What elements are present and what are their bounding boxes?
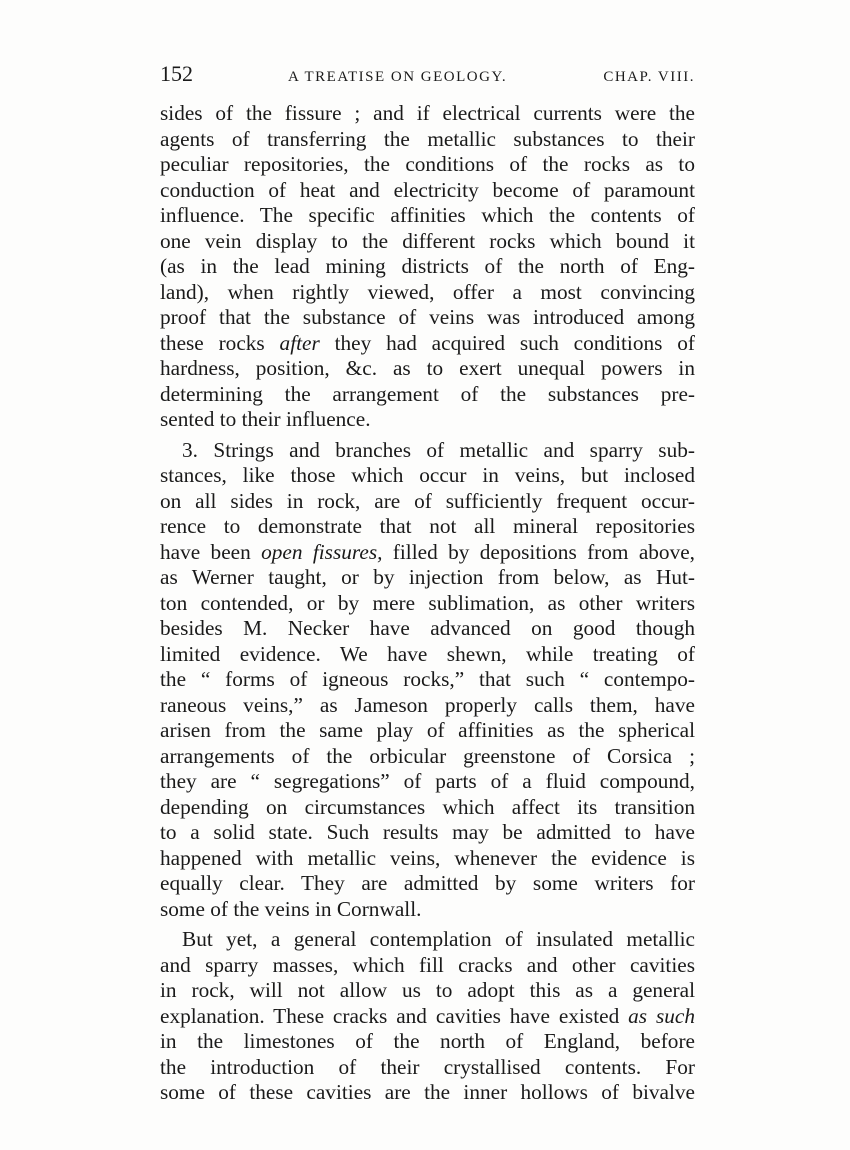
text-line: ton contended, or by mere sublimation, as other writers	[160, 590, 695, 615]
text-line: in rock, will not allow us to adopt this as a general	[160, 978, 695, 1002]
text-line: some of these cavities are the inner hollows of bivalve	[160, 1080, 695, 1104]
text-line: arisen from the same play of affinities as the spherical	[160, 718, 695, 742]
running-head	[160, 58, 695, 90]
text-line: they are “ segregations” of parts of a fluid compound,	[160, 769, 695, 793]
text-line: agents of transferring the metallic substances to their	[160, 126, 695, 151]
text-line: determining the arrangement of the substances pre-	[160, 381, 695, 406]
text-line: stances, like those which occur in veins, but inclosed	[160, 463, 695, 487]
text-line: land), when rightly viewed, offer a most convincing	[160, 279, 695, 304]
text-line: peculiar repositories, the conditions of the rocks as to	[160, 152, 695, 176]
text-line: 3. Strings and branches of metallic and sparry sub-	[182, 437, 695, 462]
running-title: A TREATISE ON GEOLOGY.	[288, 69, 508, 85]
page-number: 152	[160, 61, 193, 86]
text-line-with-italic	[160, 540, 695, 566]
text-segment: explanation. These cracks and cavities have existed	[160, 1003, 620, 1028]
text-line: some of the veins in Cornwall.	[160, 896, 422, 921]
text-line: limited evidence. We have shewn, while treating of	[160, 641, 695, 666]
text-line: the introduction of their crystallised contents. For	[160, 1054, 695, 1079]
text-line: rence to demonstrate that not all mineral repositories	[160, 514, 695, 538]
text-segment: these rocks	[160, 330, 265, 355]
text-line: conduction of heat and electricity become of paramount	[160, 177, 695, 202]
text-line-with-italic	[160, 1004, 695, 1030]
text-line: to a solid state. Such results may be admitted to have	[160, 820, 695, 844]
italic-emphasis: as such	[628, 1003, 695, 1028]
text-line: depending on circumstances which affect its transition	[160, 794, 695, 819]
text-line: sides of the fissure ; and if electrical currents were the	[160, 101, 695, 125]
body-text	[160, 101, 695, 1106]
text-line: (as in the lead mining districts of the north of Eng-	[160, 254, 695, 278]
text-line: influence. The specific affinities which the contents of	[160, 203, 695, 227]
text-segment: have been	[160, 539, 251, 564]
text-line: happened with metallic veins, whenever the evidence is	[160, 845, 695, 870]
text-line-with-italic	[160, 331, 695, 357]
text-line: the “ forms of igneous rocks,” that such “ contempo-	[160, 667, 695, 691]
italic-emphasis: after	[279, 330, 320, 355]
text-line: on all sides in rock, are of sufficiently frequent occur-	[160, 488, 695, 513]
text-line: equally clear. They are admitted by some writers for	[160, 871, 695, 895]
text-segment: filled by depositions from above,	[392, 539, 695, 564]
italic-emphasis: open fissures,	[261, 539, 383, 564]
text-line: as Werner taught, or by injection from below, as Hut-	[160, 565, 695, 589]
text-line: arrangements of the orbicular greenstone of Corsica ;	[160, 743, 695, 768]
text-line: one vein display to the different rocks which bound it	[160, 228, 695, 253]
text-line: raneous veins,” as Jameson properly calls them, have	[160, 692, 695, 717]
text-line: sented to their influence.	[160, 407, 371, 431]
chapter-label: CHAP. VIII.	[603, 69, 695, 85]
text-line: proof that the substance of veins was introduced among	[160, 305, 695, 329]
text-line: and sparry masses, which fill cracks and other cavities	[160, 952, 695, 977]
text-line: besides M. Necker have advanced on good though	[160, 616, 695, 640]
text-line: in the limestones of the north of England, before	[160, 1029, 695, 1053]
text-line: But yet, a general contemplation of insulated metallic	[182, 927, 695, 951]
text-segment: they had acquired such conditions of	[334, 330, 695, 355]
text-line: hardness, position, &c. as to exert unequal powers in	[160, 356, 695, 380]
